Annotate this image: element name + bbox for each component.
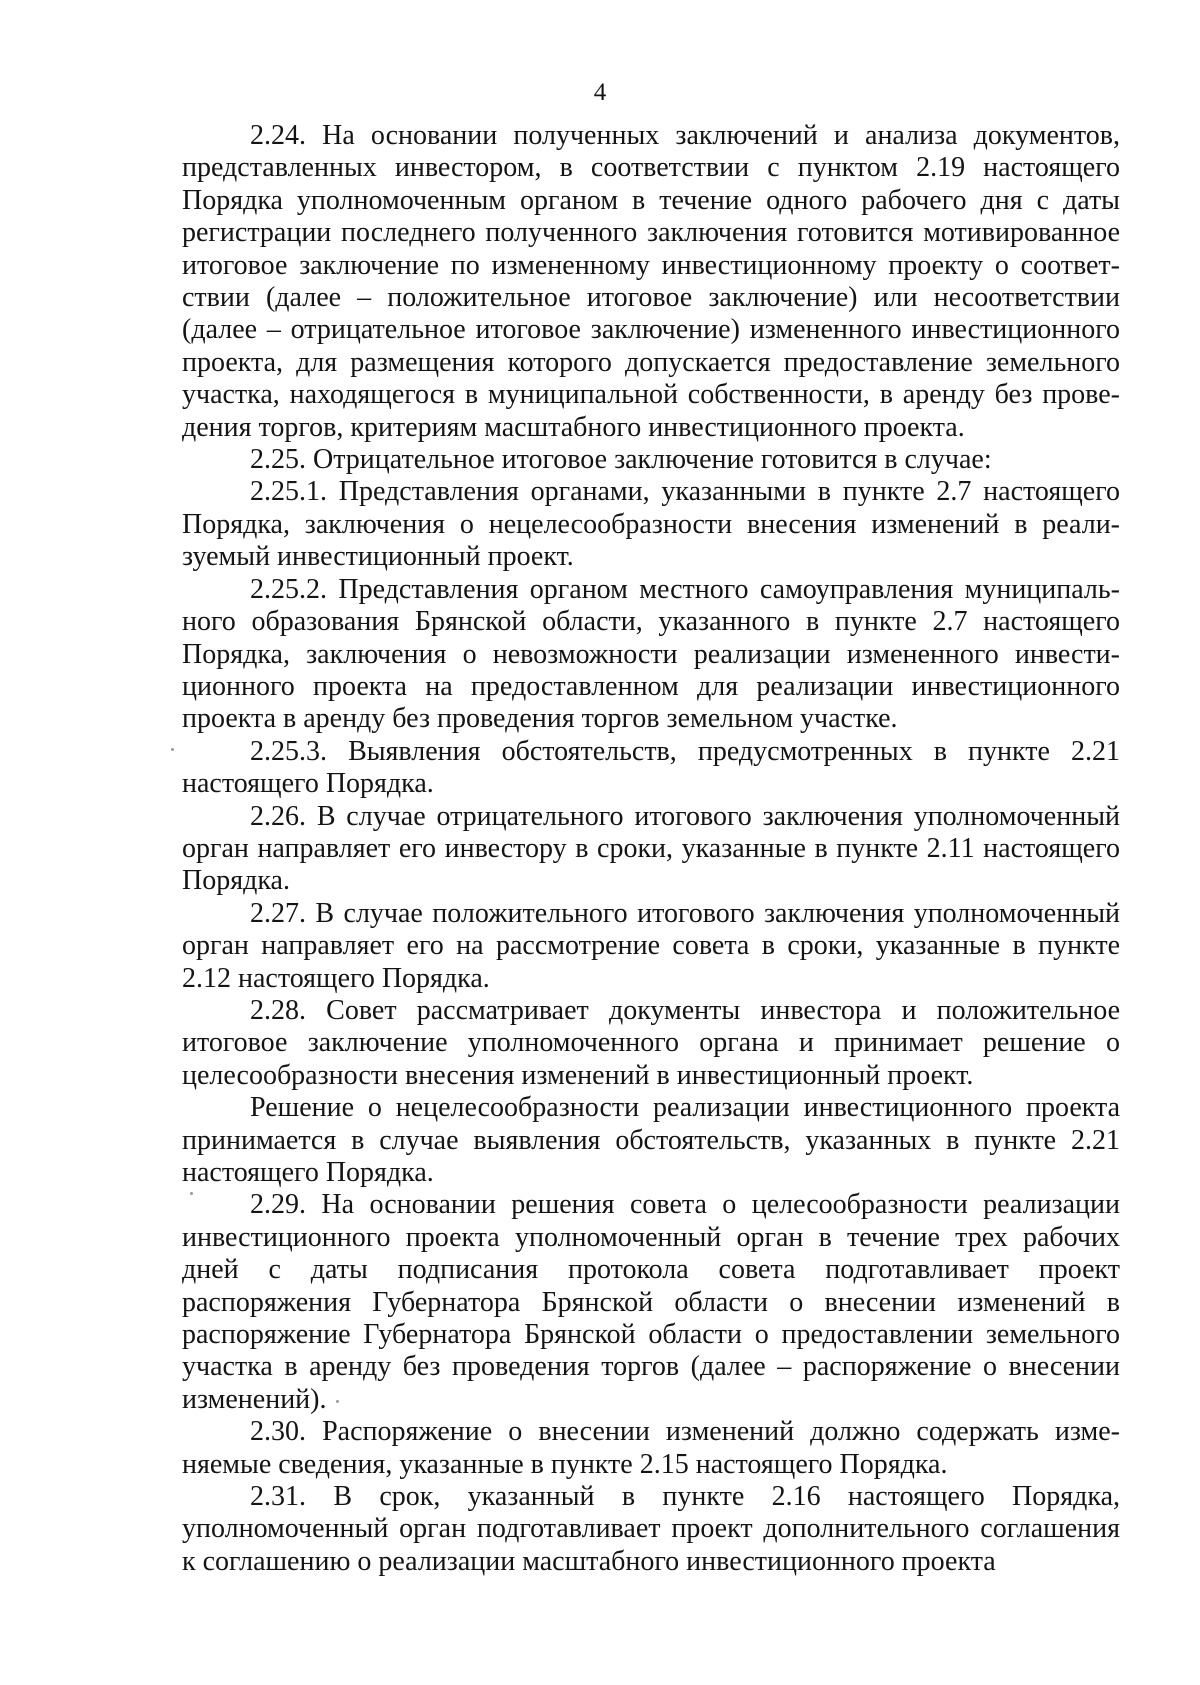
scan-speck	[336, 1400, 339, 1403]
document-body	[182, 120, 1120, 1578]
paragraph-2-30: 2.30. Распоряжение о внесении изменений должно содержать изменяемые сведения, указанные в пункте 2.15 настоящего Порядка.	[182, 1416, 1120, 1480]
paragraph-2-31: 2.31. В срок, указанный в пункте 2.16 настоящего Порядка, уполномоченный орган подготавливает проект дополнительного соглашения к соглашению о реализации масштабного инвестиционного проекта	[182, 1481, 1120, 1577]
paragraph-2-27: 2.27. В случае положительного итогового заключения уполномоченный орган направляет его на рассмотрение совета в сроки, указанные в пункте 2.12 настоящего Порядка.	[182, 897, 1120, 994]
paragraph-2-26: 2.26. В случае отрицательного итогового заключения уполномоченный орган направляет его инвестору в сроки, указанные в пункте 2.11 настоящего Порядка.	[182, 800, 1120, 897]
paragraph-2-28: 2.28. Совет рассматривает документы инвестора и положительное итоговое заключение уполномоченного органа и принимает решение о целесообразности внесения изменений в инвестиционный проект.	[182, 994, 1120, 1091]
paragraph-2-25-1: 2.25.1. Представления органами, указанными в пункте 2.7 настоящего Порядка, заключения о нецелесообразности внесения изменений в реализуемый инвестиционный проект.	[182, 476, 1120, 573]
scan-speck	[171, 748, 174, 751]
scan-speck	[190, 1192, 193, 1195]
paragraph-2-25-3: 2.25.3. Выявления обстоятельств, предусмотренных в пункте 2.21 настоящего Порядка.	[182, 735, 1120, 800]
paragraph-2-25: 2.25. Отрицательное итоговое заключение готовится в случае:	[250, 444, 992, 476]
paragraph-2-29: 2.29. На основании решения совета о целесообразности реализации инвестиционного проекта уполномоченный орган в течение трех рабочих дней с даты подписания протокола совета подготавливает проект распоряжения Губернатора Брянской области о внесении изменений в распоряжение Губернатора Брянской области о предоставлении земельного участка в аренду без проведения торгов (далее – распоряжение о внесении изменений).	[182, 1189, 1120, 1415]
paragraph-2-25-2: 2.25.2. Представления органом местного самоуправления муниципального образования Брянской области, указанного в пункте 2.7 настоящего Порядка, заключения о невозможности реализации измененного инвестиционного проекта на предоставленном для реализации инвестиционного проекта в аренду без проведения торгов земельном участке.	[182, 573, 1120, 735]
paragraph-2-24: 2.24. На основании полученных заключений и анализа документов, представленных инвестором, в соответствии с пунктом 2.19 настоящего Порядка уполномоченным органом в течение одного рабочего дня с даты регистрации последнего полученного заключения готовится мотивированное итоговое заключение по измененному инвестиционному проекту о соответствии (далее – положительное итоговое заключение) или несоответствии (далее – отрицательное итоговое заключение) измененного инвестиционного проекта, для размещения которого допускается предоставление земельного участка, находящегося в муниципальной собственности, в аренду без проведения торгов, критериям масштабного инвестиционного проекта.	[182, 120, 1120, 443]
paragraph-2-28-decision: Решение о нецелесообразности реализации инвестиционного проекта принимается в случае выявления обстоятельств, указанных в пункте 2.21 настоящего Порядка.	[182, 1092, 1120, 1188]
page-number: 4	[593, 79, 607, 106]
